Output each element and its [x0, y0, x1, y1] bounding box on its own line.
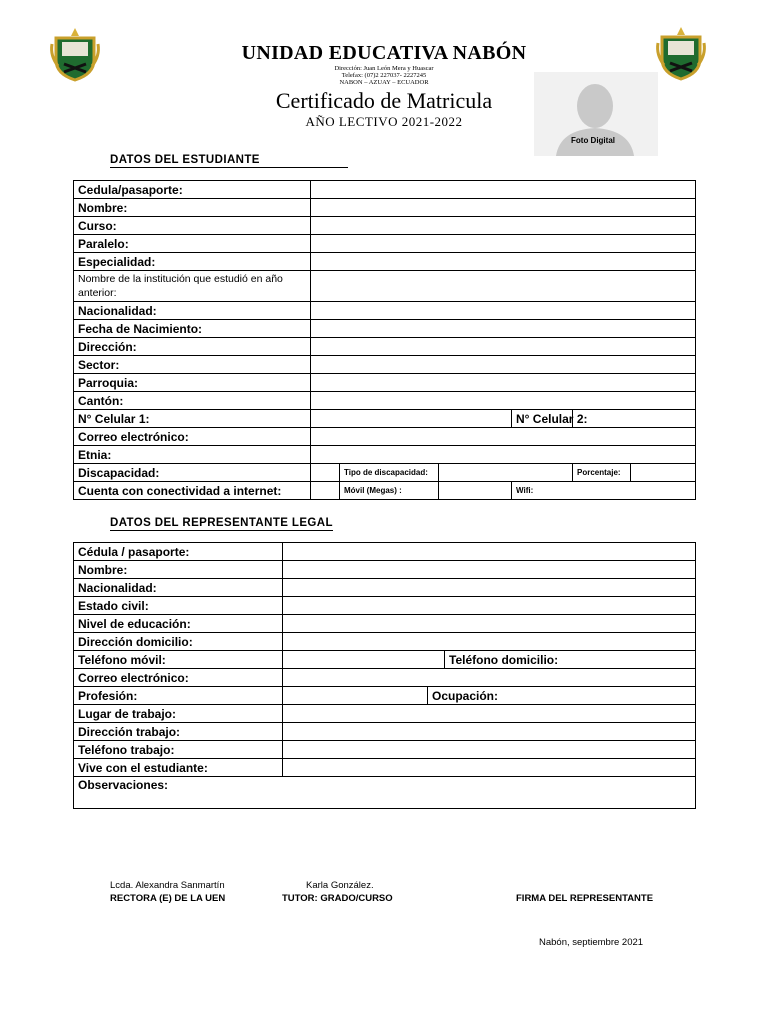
- school-phone: Telefax: (07)2 227037- 2227245: [341, 72, 427, 79]
- institucion-anterior-label: Nombre de la institución que estudió en año anterior:: [74, 271, 311, 302]
- rep-telefono-domicilio-label[interactable]: Teléfono domicilio:: [445, 651, 696, 669]
- table-row: [74, 217, 696, 235]
- photo-placeholder: [534, 72, 658, 156]
- rep-vive-label: Vive con el estudiante:: [74, 759, 283, 777]
- sector-value[interactable]: [311, 356, 696, 374]
- table-row: [74, 374, 696, 392]
- table-row: [74, 741, 696, 759]
- celular1-label: N° Celular 1:: [74, 410, 311, 428]
- fecha-nacimiento-value[interactable]: [311, 320, 696, 338]
- wifi-label[interactable]: Wifi:: [512, 482, 696, 500]
- school-year: AÑO LECTIVO 2021-2022: [305, 114, 463, 129]
- rep-nacionalidad-value[interactable]: [283, 579, 696, 597]
- movil-value[interactable]: [439, 482, 512, 500]
- celular2-value[interactable]: [573, 410, 696, 428]
- nombre-label: Nombre:: [74, 199, 311, 217]
- table-row: [74, 410, 696, 428]
- rector-role: RECTORA (E) DE LA UEN: [110, 893, 226, 904]
- representative-data-table: [73, 542, 696, 809]
- tipo-discapacidad-label: Tipo de discapacidad:: [340, 464, 439, 482]
- direccion-label: Dirección:: [74, 338, 311, 356]
- curso-value[interactable]: [311, 217, 696, 235]
- parroquia-label: Parroquia:: [74, 374, 311, 392]
- nacionalidad-label: Nacionalidad:: [74, 302, 311, 320]
- correo-value[interactable]: [311, 428, 696, 446]
- rep-cedula-value[interactable]: [283, 543, 696, 561]
- representative-signature-label: FIRMA DEL REPRESENTANTE: [516, 893, 654, 904]
- celular2-label: N° Celular 2:: [512, 410, 573, 428]
- table-row: [74, 464, 696, 482]
- rep-observaciones[interactable]: Observaciones:: [74, 777, 696, 809]
- table-row: [74, 723, 696, 741]
- cedula-label: Cedula/pasaporte:: [74, 181, 311, 199]
- table-row: [74, 320, 696, 338]
- rep-estado-civil-value[interactable]: [283, 597, 696, 615]
- student-section-title: DATOS DEL ESTUDIANTE: [110, 154, 348, 168]
- rep-cedula-label: Cédula / pasaporte:: [74, 543, 283, 561]
- photo-label: Foto Digital: [571, 136, 615, 145]
- porcentaje-label: Porcentaje:: [573, 464, 631, 482]
- table-row: [74, 759, 696, 777]
- rep-telefono-movil-label: Teléfono móvil:: [74, 651, 283, 669]
- rep-nivel-educacion-label: Nivel de educación:: [74, 615, 283, 633]
- celular1-value[interactable]: [311, 410, 512, 428]
- table-row: [74, 271, 696, 302]
- table-row: [74, 633, 696, 651]
- rep-profesion-value[interactable]: [283, 687, 428, 705]
- table-row: [74, 482, 696, 500]
- rep-vive-value[interactable]: [283, 759, 696, 777]
- rep-telefono-trabajo-label: Teléfono trabajo:: [74, 741, 283, 759]
- rep-nacionalidad-label: Nacionalidad:: [74, 579, 283, 597]
- student-data-table: [73, 180, 696, 500]
- rep-profesion-label: Profesión:: [74, 687, 283, 705]
- table-row: [74, 199, 696, 217]
- rep-correo-value[interactable]: [283, 669, 696, 687]
- curso-label: Curso:: [74, 217, 311, 235]
- etnia-label: Etnia:: [74, 446, 311, 464]
- table-row: [74, 777, 696, 809]
- conectividad-value[interactable]: [311, 482, 340, 500]
- table-row: [74, 235, 696, 253]
- tutor-name: Karla González.: [306, 880, 374, 891]
- direccion-value[interactable]: [311, 338, 696, 356]
- rep-direccion-domicilio-label: Dirección domicilio:: [74, 633, 283, 651]
- rep-direccion-domicilio-value[interactable]: [283, 633, 696, 651]
- nombre-value[interactable]: [311, 199, 696, 217]
- fecha-nacimiento-label: Fecha de Nacimiento:: [74, 320, 311, 338]
- movil-label: Móvil (Megas) :: [340, 482, 439, 500]
- rep-telefono-movil-value[interactable]: [283, 651, 445, 669]
- rep-lugar-trabajo-label: Lugar de trabajo:: [74, 705, 283, 723]
- discapacidad-value[interactable]: [311, 464, 340, 482]
- discapacidad-label: Discapacidad:: [74, 464, 311, 482]
- sector-label: Sector:: [74, 356, 311, 374]
- rep-correo-label: Correo electrónico:: [74, 669, 283, 687]
- table-row: [74, 705, 696, 723]
- conectividad-label: Cuenta con conectividad a internet:: [74, 482, 311, 500]
- table-row: [74, 356, 696, 374]
- rep-direccion-trabajo-value[interactable]: [283, 723, 696, 741]
- school-address: Dirección: Juan León Mera y Huascar: [334, 65, 434, 72]
- school-location: NABON – AZUAY – ECUADOR: [339, 79, 429, 86]
- rector-name: Lcda. Alexandra Sanmartín: [110, 880, 225, 891]
- institucion-anterior-value[interactable]: [311, 271, 696, 302]
- table-row: [74, 561, 696, 579]
- correo-label: Correo electrónico:: [74, 428, 311, 446]
- tutor-role: TUTOR: GRADO/CURSO: [282, 893, 393, 904]
- cedula-value[interactable]: [311, 181, 696, 199]
- especialidad-label: Especialidad:: [74, 253, 311, 271]
- table-row: [74, 687, 696, 705]
- table-row: [74, 651, 696, 669]
- table-row: [74, 302, 696, 320]
- school-name: UNIDAD EDUCATIVA NABÓN: [241, 42, 527, 64]
- canton-label: Cantón:: [74, 392, 311, 410]
- table-row: [74, 597, 696, 615]
- table-row: [74, 579, 696, 597]
- table-row: [74, 253, 696, 271]
- etnia-value[interactable]: [311, 446, 696, 464]
- canton-value[interactable]: [311, 392, 696, 410]
- paralelo-label: Paralelo:: [74, 235, 311, 253]
- table-row: [74, 428, 696, 446]
- rep-nivel-educacion-value[interactable]: [283, 615, 696, 633]
- table-row: [74, 446, 696, 464]
- tipo-discapacidad-value[interactable]: [439, 464, 573, 482]
- nacionalidad-value[interactable]: [311, 302, 696, 320]
- parroquia-value[interactable]: [311, 374, 696, 392]
- table-row: [74, 669, 696, 687]
- rep-lugar-trabajo-value[interactable]: [283, 705, 696, 723]
- rep-nombre-value[interactable]: [283, 561, 696, 579]
- rep-telefono-trabajo-value[interactable]: [283, 741, 696, 759]
- rep-ocupacion-label[interactable]: Ocupación:: [428, 687, 696, 705]
- table-row: [74, 615, 696, 633]
- table-row: [74, 543, 696, 561]
- table-row: [74, 338, 696, 356]
- rep-estado-civil-label: Estado civil:: [74, 597, 283, 615]
- especialidad-value[interactable]: [311, 253, 696, 271]
- place-date: Nabón, septiembre 2021: [539, 937, 644, 948]
- representative-section-title: DATOS DEL REPRESENTANTE LEGAL: [110, 517, 333, 529]
- table-row: [74, 181, 696, 199]
- paralelo-value[interactable]: [311, 235, 696, 253]
- porcentaje-value[interactable]: [631, 464, 696, 482]
- rep-direccion-trabajo-label: Dirección trabajo:: [74, 723, 283, 741]
- rep-nombre-label: Nombre:: [74, 561, 283, 579]
- certificate-title: Certificado de Matricula: [275, 88, 493, 113]
- table-row: [74, 392, 696, 410]
